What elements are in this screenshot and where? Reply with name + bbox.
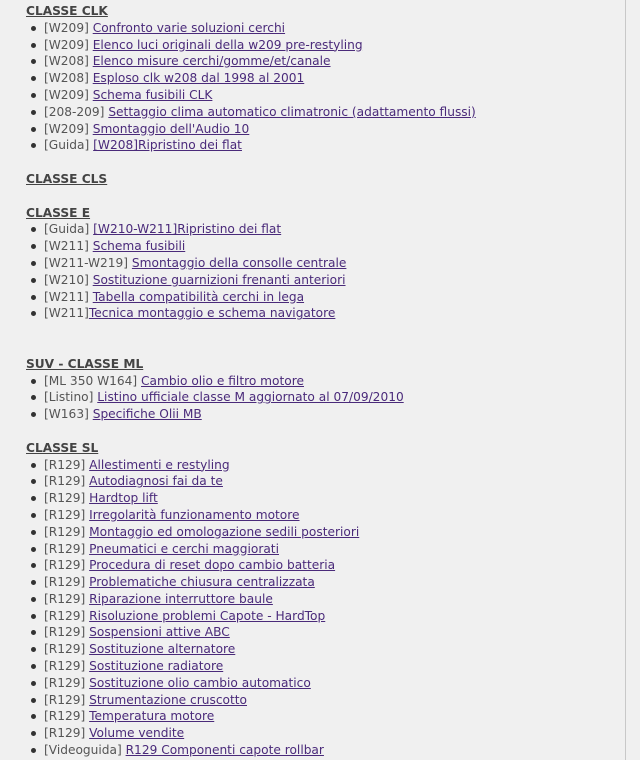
item-tag: [R129] — [44, 524, 86, 539]
item-tag: [R129] — [44, 575, 86, 590]
bullet-icon — [31, 59, 36, 64]
list-item — [26, 608, 626, 625]
content — [26, 3, 626, 759]
item-tag: [ML 350 W164] — [44, 373, 138, 388]
bullet-icon — [31, 93, 36, 98]
bullet-icon — [31, 698, 36, 703]
bullet-icon — [31, 261, 36, 266]
list-item — [26, 725, 626, 742]
item-link[interactable]: Cambio olio e filtro motore — [141, 373, 304, 388]
item-tag: [Videoguida] — [44, 743, 122, 758]
item-tag: [W163] — [44, 407, 89, 422]
list-item — [26, 70, 626, 87]
item-tag: [Listino] — [44, 390, 94, 405]
item-tag: [R129] — [44, 642, 86, 657]
item-link[interactable]: Strumentazione cruscotto — [89, 692, 248, 707]
item-link[interactable]: Elenco misure cerchi/gomme/et/canale — [92, 54, 331, 69]
item-tag: [R129] — [44, 457, 86, 472]
item-tag: [R129] — [44, 507, 86, 522]
item-tag: [R129] — [44, 692, 86, 707]
list-item — [26, 641, 626, 658]
list-ml — [26, 373, 626, 423]
item-tag: [R129] — [44, 608, 86, 623]
item-tag: [W209] — [44, 121, 89, 136]
bullet-icon — [31, 412, 36, 417]
bullet-icon — [31, 227, 36, 232]
list-item — [26, 373, 626, 390]
list-item — [26, 137, 626, 154]
list-item — [26, 524, 626, 541]
item-tag: [Guida] — [44, 138, 90, 153]
item-tag: [W210] — [44, 272, 89, 287]
bullet-icon — [31, 26, 36, 31]
list-item — [26, 53, 626, 70]
bullet-icon — [31, 76, 36, 81]
item-tag: [R129] — [44, 541, 86, 556]
item-tag: [R129] — [44, 675, 86, 690]
list-item — [26, 658, 626, 675]
item-tag: [W208] — [44, 71, 89, 86]
section-title-e[interactable]: CLASSE E — [26, 205, 91, 220]
list-e — [26, 221, 626, 322]
item-link[interactable]: Confronto varie soluzioni cerchi — [92, 20, 286, 35]
list-item — [26, 675, 626, 692]
item-link[interactable]: Montaggio ed omologazione sedili posteriori — [89, 524, 360, 539]
item-link[interactable]: Esploso clk w208 dal 1998 al 2001 — [92, 71, 305, 86]
item-tag: [W211] — [44, 306, 89, 321]
bullet-icon — [31, 630, 36, 635]
list-item — [26, 104, 626, 121]
list-item — [26, 591, 626, 608]
item-link[interactable]: Schema fusibili — [92, 239, 186, 254]
bullet-icon — [31, 479, 36, 484]
list-item — [26, 87, 626, 104]
bullet-icon — [31, 143, 36, 148]
list-item — [26, 406, 626, 423]
item-link[interactable]: Temperatura motore — [89, 709, 215, 724]
item-tag: [R129] — [44, 591, 86, 606]
item-link[interactable]: Listino ufficiale classe M aggiornato al 07/09/2010 — [97, 390, 404, 405]
item-tag: [W211-W219] — [44, 255, 129, 270]
list-item — [26, 742, 626, 759]
item-link[interactable]: Smontaggio dell'Audio 10 — [92, 121, 250, 136]
item-tag: [208-209] — [44, 104, 105, 119]
item-tag: [Guida] — [44, 222, 90, 237]
list-item — [26, 238, 626, 255]
bullet-icon — [31, 664, 36, 669]
item-link[interactable]: Irregolarità funzionamento motore — [89, 507, 300, 522]
list-item — [26, 20, 626, 37]
item-link[interactable]: Problematiche chiusura centralizzata — [89, 575, 315, 590]
bullet-icon — [31, 513, 36, 518]
bullet-icon — [31, 547, 36, 552]
item-tag: [W209] — [44, 87, 89, 102]
bullet-icon — [31, 496, 36, 501]
list-item — [26, 507, 626, 524]
bullet-icon — [31, 580, 36, 585]
list-item — [26, 692, 626, 709]
bullet-icon — [31, 597, 36, 602]
item-link[interactable]: Procedura di reset dopo cambio batteria — [89, 558, 336, 573]
bullet-icon — [31, 463, 36, 468]
bullet-icon — [31, 614, 36, 619]
item-link[interactable]: Sostituzione olio cambio automatico — [89, 675, 311, 690]
bullet-icon — [31, 379, 36, 384]
item-tag: [W211] — [44, 239, 89, 254]
list-item — [26, 255, 626, 272]
item-link[interactable]: Schema fusibili CLK — [92, 87, 213, 102]
section-title-cls[interactable]: CLASSE CLS — [26, 171, 108, 186]
item-link[interactable]: Smontaggio della consolle centrale — [131, 255, 347, 270]
item-link[interactable]: Specifiche Olii MB — [92, 407, 202, 422]
bullet-icon — [31, 647, 36, 652]
bullet-icon — [31, 731, 36, 736]
item-link[interactable]: Riparazione interruttore baule — [89, 591, 273, 606]
list-item — [26, 221, 626, 238]
bullet-icon — [31, 127, 36, 132]
list-item — [26, 389, 626, 406]
item-tag: [W208] — [44, 54, 89, 69]
list-item — [26, 490, 626, 507]
item-tag: [W209] — [44, 37, 89, 52]
list-item — [26, 557, 626, 574]
item-link[interactable]: [W210-W211]Ripristino dei flat — [93, 222, 282, 237]
bullet-icon — [31, 530, 36, 535]
bullet-icon — [31, 748, 36, 753]
bullet-icon — [31, 110, 36, 115]
section-title-sl[interactable]: CLASSE SL — [26, 440, 99, 455]
item-link[interactable]: Settaggio clima automatico climatronic (adattamento flussi) — [108, 104, 476, 119]
list-item — [26, 37, 626, 54]
item-link[interactable]: R129 Componenti capote rollbar — [125, 743, 324, 758]
item-link[interactable]: Sostituzione radiatore — [89, 659, 224, 674]
item-link[interactable]: Elenco luci originali della w209 pre-restyling — [92, 37, 363, 52]
bullet-icon — [31, 681, 36, 686]
item-tag: [R129] — [44, 726, 86, 741]
item-tag: [R129] — [44, 474, 86, 489]
list-item — [26, 289, 626, 306]
item-link[interactable]: Sostituzione alternatore — [89, 642, 236, 657]
item-link[interactable]: Risoluzione problemi Capote - HardTop — [89, 608, 326, 623]
item-link[interactable]: Sostituzione guarnizioni frenanti anteriori — [92, 272, 346, 287]
item-tag: [W211] — [44, 289, 89, 304]
item-link[interactable]: [W208]Ripristino dei flat — [93, 138, 242, 153]
item-tag: [R129] — [44, 709, 86, 724]
list-item — [26, 305, 626, 322]
list-item — [26, 473, 626, 490]
list-item — [26, 541, 626, 558]
item-link[interactable]: Volume vendite — [89, 726, 185, 741]
list-item — [26, 272, 626, 289]
item-link[interactable]: Hardtop lift — [89, 491, 158, 506]
item-link[interactable]: Sospensioni attive ABC — [89, 625, 230, 640]
list-item — [26, 708, 626, 725]
item-link[interactable]: Allestimenti e restyling — [89, 457, 230, 472]
section-title-ml[interactable]: SUV - CLASSE ML — [26, 356, 144, 371]
item-tag: [R129] — [44, 491, 86, 506]
bullet-icon — [31, 311, 36, 316]
list-item — [26, 121, 626, 138]
bullet-icon — [31, 278, 36, 283]
list-clk — [26, 20, 626, 154]
item-link[interactable]: Pneumatici e cerchi maggiorati — [89, 541, 279, 556]
item-tag: [W209] — [44, 20, 89, 35]
item-link[interactable]: Tabella compatibilità cerchi in lega — [92, 289, 305, 304]
list-item — [26, 574, 626, 591]
list-item — [26, 624, 626, 641]
item-link[interactable]: Autodiagnosi fai da te — [89, 474, 223, 489]
bullet-icon — [31, 43, 36, 48]
bullet-icon — [31, 395, 36, 400]
bullet-icon — [31, 714, 36, 719]
item-tag: [R129] — [44, 625, 86, 640]
list-item — [26, 457, 626, 474]
item-tag: [R129] — [44, 659, 86, 674]
list-sl — [26, 457, 626, 759]
bullet-icon — [31, 563, 36, 568]
item-tag: [R129] — [44, 558, 86, 573]
item-link[interactable]: Tecnica montaggio e schema navigatore — [88, 306, 336, 321]
section-title-clk[interactable]: CLASSE CLK — [26, 4, 108, 18]
bullet-icon — [31, 244, 36, 249]
bullet-icon — [31, 295, 36, 300]
